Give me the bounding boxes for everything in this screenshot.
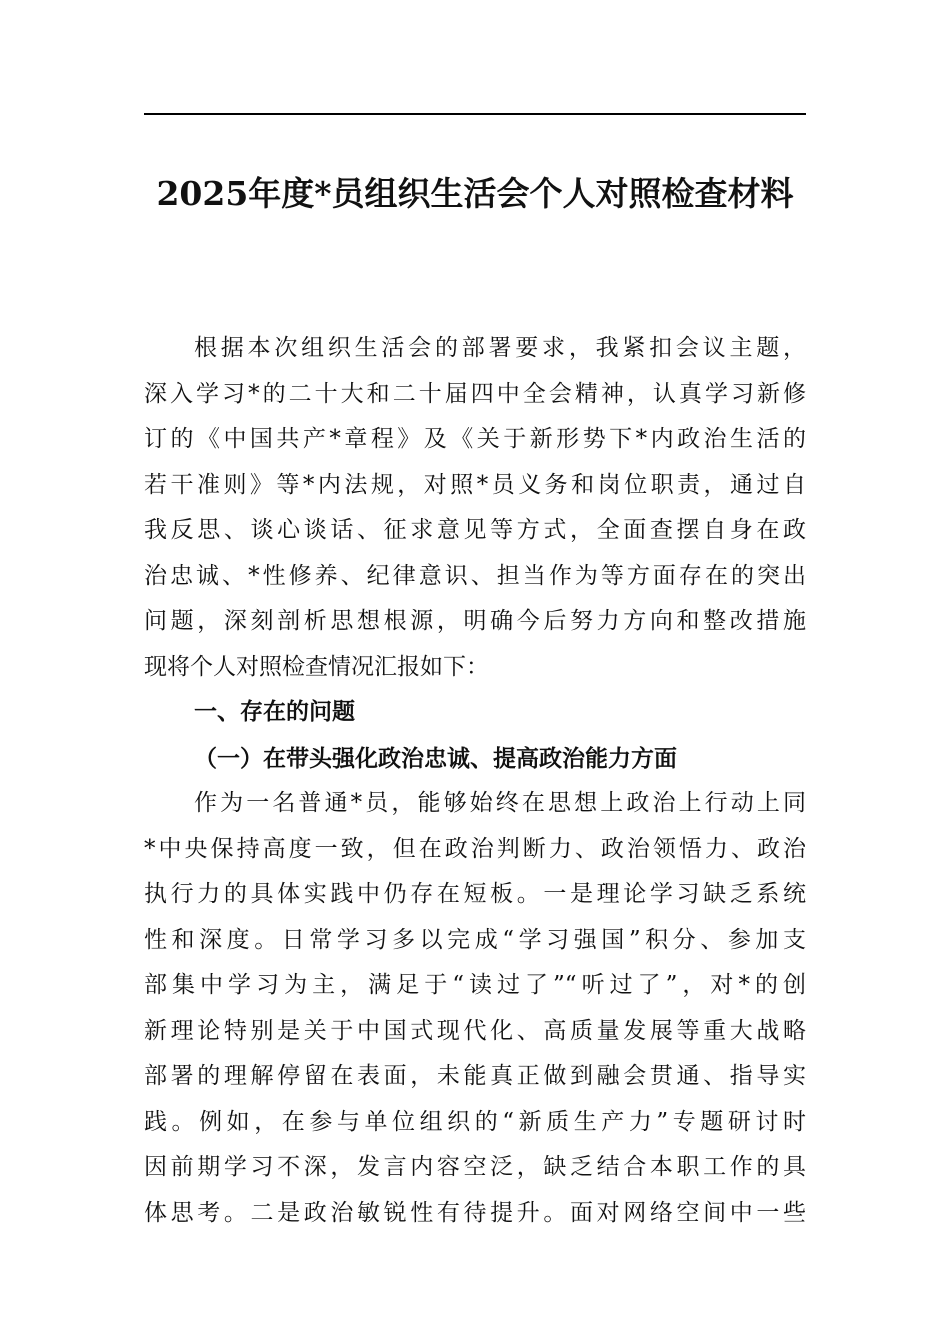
subsection-heading: （一）在带头强化政治忠诚、提高政治能力方面 <box>194 744 677 772</box>
paragraph-line: 问题，深刻剖析思想根源，明确今后努力方向和整改措施 <box>144 608 806 634</box>
document-title: 2025年度*员组织生活会个人对照检查材料 <box>156 174 794 213</box>
paragraph-line: 我反思、谈心谈话、征求意见等方式，全面查摆自身在政 <box>144 517 806 543</box>
paragraph-line: *中央保持高度一致，但在政治判断力、政治领悟力、政治 <box>144 835 806 862</box>
paragraph-line: 作为一名普通*员，能够始终在思想上政治上行动上同 <box>194 790 806 816</box>
paragraph-line: 性和深度。日常学习多以完成“学习强国”积分、参加支 <box>144 926 806 953</box>
paragraph-line: 订的《中国共产*章程》及《关于新形势下*内政治生活的 <box>144 426 806 452</box>
paragraph-line: 深入学习*的二十大和二十届四中全会精神，认真学习新修 <box>144 380 806 407</box>
header-rule <box>144 113 806 115</box>
paragraph-line: 体思考。二是政治敏锐性有待提升。面对网络空间中一些 <box>144 1199 806 1226</box>
paragraph-line: 因前期学习不深，发言内容空泛，缺乏结合本职工作的具 <box>144 1154 806 1180</box>
paragraph-line: 践。例如，在参与单位组织的“新质生产力”专题研讨时 <box>144 1108 806 1135</box>
document-body <box>144 326 806 1236</box>
section-heading: 一、存在的问题 <box>194 699 355 725</box>
paragraph-line: 根据本次组织生活会的部署要求，我紧扣会议主题， <box>194 335 806 361</box>
paragraph-line: 部署的理解停留在表面，未能真正做到融会贯通、指导实 <box>144 1063 806 1089</box>
paragraph-line: 新理论特别是关于中国式现代化、高质量发展等重大战略 <box>144 1017 806 1044</box>
paragraph-line: 部集中学习为主，满足于“读过了”“听过了”，对*的创 <box>144 972 806 998</box>
paragraph-line: 现将个人对照检查情况汇报如下： <box>144 653 489 680</box>
paragraph-line: 若干准则》等*内法规，对照*员义务和岗位职责，通过自 <box>144 471 806 498</box>
paragraph-line: 治忠诚、*性修养、纪律意识、担当作为等方面存在的突出 <box>144 562 806 589</box>
paragraph-line: 执行力的具体实践中仍存在短板。一是理论学习缺乏系统 <box>144 881 806 907</box>
